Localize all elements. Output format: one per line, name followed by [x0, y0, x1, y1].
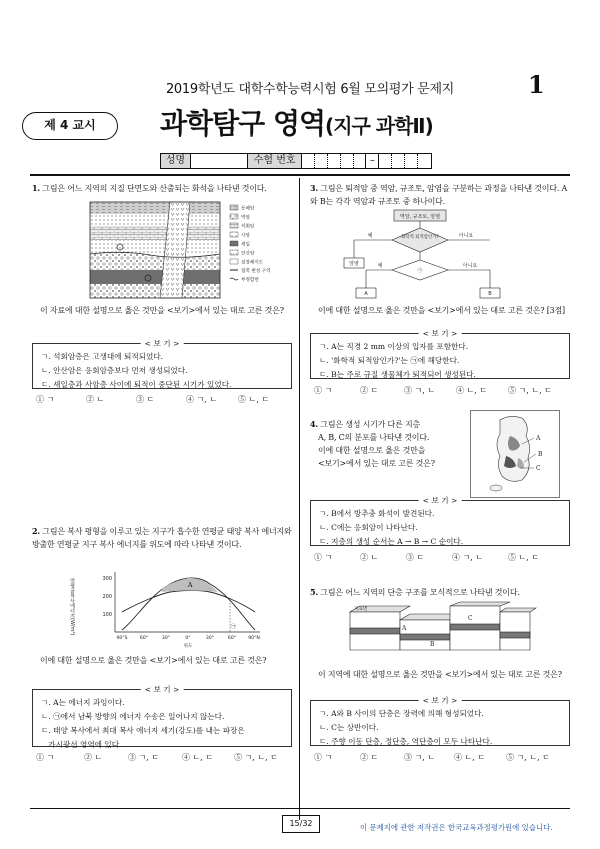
- q2-x-tick: 90°N: [248, 636, 260, 641]
- q5-bogi-box: [310, 696, 570, 746]
- q2-marker: ㉠: [231, 624, 237, 630]
- column-divider: [299, 178, 300, 820]
- q2-number: 2.: [32, 526, 40, 536]
- q3-choice[interactable]: ① ㄱ: [314, 386, 333, 395]
- id-digit[interactable]: [405, 154, 418, 168]
- q3-item: ㄴ. '화학적 퇴적암인가?'는 ㉠에 해당한다.: [319, 356, 460, 365]
- q2-stem-text: 그림은 복사 평형을 이루고 있는 지구가 흡수한 연평균 태양 복사 에너지와 방출한 연평균 지구 복사 에너지를 위도에 따라 나타낸 것이다.: [32, 527, 292, 549]
- q2-x-tick: 30°: [205, 636, 215, 641]
- q4-bogi-box: [310, 496, 570, 546]
- q2-choice[interactable]: ③ ㄱ, ㄷ: [128, 753, 160, 762]
- copyright-notice: 이 문제지에 관한 저작권은 한국교육과정평가원에 있습니다.: [360, 823, 553, 832]
- id-digit[interactable]: [354, 154, 367, 168]
- q2-y-label: 연평균복사에너지(W/m²): [69, 578, 75, 636]
- q5-choice[interactable]: ④ ㄴ, ㄷ: [454, 753, 486, 762]
- q2-item: ㄴ. ㉠에서 남북 방향의 에너지 수송은 일어나지 않는다.: [41, 712, 225, 721]
- q2-item: ㄱ. A는 에너지 과잉이다.: [41, 698, 125, 707]
- q5-stem: [310, 586, 572, 599]
- q2-stem: [32, 525, 294, 551]
- id-digit[interactable]: [328, 154, 341, 168]
- q5-item: ㄴ. C는 상반이다.: [319, 723, 379, 732]
- q5-item: ㄱ. A와 B 사이의 단층은 장력에 의해 형성되었다.: [319, 709, 484, 718]
- q3-flow-blank: ㉠: [417, 268, 423, 274]
- q2-choice[interactable]: ④ ㄴ, ㄷ: [182, 753, 214, 762]
- q4-box-title: < 보 기 >: [419, 495, 462, 506]
- q1-legend-item: 섬장쇄이트: [241, 260, 264, 266]
- q2-item: ㄷ. 태양 복사에서 최대 복사 에너지 세기(강도)를 내는 파장은: [41, 726, 245, 735]
- id-digit[interactable]: [302, 154, 315, 168]
- q4-choice[interactable]: ② ㄴ: [360, 553, 379, 562]
- q1-legend-item: 역암: [241, 215, 250, 221]
- q1-choice[interactable]: ① ㄱ: [36, 395, 55, 404]
- q3-flowchart: [340, 208, 530, 300]
- q3-bogi-box: [310, 329, 570, 379]
- q3-node-salt: 암염: [349, 261, 359, 267]
- q5-item: ㄷ. 주향 이동 단층, 정단층, 역단층이 모두 나타난다.: [319, 737, 493, 746]
- q5-choice[interactable]: ⑤ ㄱ, ㄴ, ㄷ: [506, 753, 550, 762]
- q1-geologic-section: [90, 202, 290, 300]
- q1-stem: [32, 182, 294, 195]
- q2-y-tick: 300: [102, 576, 112, 582]
- q1-question: 이 자료에 대한 설명으로 옳은 것만을 <보기>에서 있는 대로 고른 것은?: [40, 306, 284, 315]
- q5-surface-label: 지표면: [354, 607, 368, 612]
- q4-choice[interactable]: ③ ㄷ: [406, 553, 425, 562]
- q2-choices: [36, 752, 292, 763]
- q4-stem-line: 이에 대한 설명으로 옳은 것만을: [318, 446, 426, 455]
- subject-sub: (지구 과학Ⅱ): [325, 114, 433, 138]
- q5-choice[interactable]: ③ ㄱ, ㄴ: [404, 753, 436, 762]
- q4-distribution-map: [470, 410, 560, 498]
- q3-item: ㄷ. B는 주로 규질 생물체가 퇴적되어 생성된다.: [319, 370, 476, 379]
- q3-number: 3.: [310, 183, 318, 193]
- q5-choice[interactable]: ① ㄱ: [314, 753, 333, 762]
- id-digit[interactable]: [315, 154, 328, 168]
- id-digit[interactable]: [379, 154, 392, 168]
- q4-choices: [314, 552, 570, 563]
- q2-question: 이에 대한 설명으로 옳은 것만을 <보기>에서 있는 대로 고른 것은?: [40, 656, 267, 665]
- q3-choice[interactable]: ⑤ ㄱ, ㄴ, ㄷ: [508, 386, 552, 395]
- q4-stem-line: 그림은 생성 시기가 다른 지층: [320, 420, 421, 429]
- id-digit[interactable]: [418, 154, 431, 168]
- q2-choice[interactable]: ⑤ ㄱ, ㄴ, ㄷ: [234, 753, 278, 762]
- page-total: 32: [302, 819, 313, 828]
- exam-title: 2019학년도 대학수학능력시험 6월 모의평가 문제지: [165, 82, 455, 97]
- q4-choice[interactable]: ④ ㄱ, ㄴ: [452, 553, 484, 562]
- q1-item: ㄷ. 셰일층과 사암층 사이에 퇴적이 중단된 시기가 있었다.: [41, 380, 232, 389]
- q1-legend-item: 셰일: [241, 242, 250, 248]
- q2-box-title: < 보 기 >: [141, 684, 184, 695]
- q1-item: ㄴ. 안산암은 응회암층보다 먼저 생성되었다.: [41, 366, 188, 375]
- header-rule: [30, 174, 570, 176]
- page-number: 1: [528, 70, 545, 99]
- q3-yes-label: 예: [377, 263, 383, 269]
- q5-question: 이 지역에 대한 설명으로 옳은 것만을 <보기>에서 있는 대로 고른 것은?: [318, 670, 562, 679]
- q3-flow-start: 역암, 규조토, 암염: [399, 214, 441, 220]
- q2-x-tick: 60°: [227, 636, 237, 641]
- q3-box-title: < 보 기 >: [419, 328, 462, 339]
- q5-block-label: C: [468, 615, 473, 622]
- q4-choice[interactable]: ⑤ ㄴ, ㄷ: [508, 553, 540, 562]
- q3-yes-label: 예: [367, 233, 373, 239]
- q5-stem-text: 그림은 어느 지역의 단층 구조를 모식적으로 나타낸 것이다.: [320, 588, 520, 597]
- q3-node-a: A: [364, 291, 368, 297]
- q4-choice[interactable]: ① ㄱ: [314, 553, 333, 562]
- q3-no-label: 아니요: [462, 263, 478, 269]
- q2-y-tick: 100: [102, 612, 112, 618]
- q4-map-label: B: [538, 451, 543, 458]
- q1-choice[interactable]: ⑤ ㄴ, ㄷ: [238, 395, 270, 404]
- footer-rule: [30, 808, 570, 809]
- q1-number: 1.: [32, 183, 40, 193]
- q5-box-title: < 보 기 >: [419, 695, 462, 706]
- name-label: 성명: [161, 154, 191, 168]
- q1-legend-item: 안산암: [241, 251, 255, 257]
- q5-block-label: A: [402, 625, 407, 632]
- q3-question: 이에 대한 설명으로 옳은 것만을 <보기>에서 있는 대로 고른 것은? [3점]: [318, 306, 565, 315]
- q1-legend-item: 접촉 변성 구역: [241, 269, 271, 274]
- q2-radiation-graph: [70, 570, 270, 650]
- q4-map-label: A: [536, 435, 541, 442]
- q4-stem-line: A, B, C의 분포를 나타낸 것이다.: [318, 433, 430, 442]
- q1-legend-item: 등폐암: [241, 206, 255, 212]
- q4-item: ㄱ. B에서 방추충 화석이 발견된다.: [319, 509, 435, 518]
- q5-choice[interactable]: ② ㄷ: [360, 753, 379, 762]
- q5-block-label: B: [430, 641, 435, 648]
- q3-flow-question: 화학적 퇴적암인가?: [401, 235, 439, 240]
- q4-item: ㄴ. C에는 응회암이 나타난다.: [319, 523, 418, 532]
- q1-legend-item: 석회암: [241, 224, 255, 230]
- q2-choice[interactable]: ① ㄱ: [36, 753, 55, 762]
- q2-x-tick: 90°S: [116, 636, 128, 641]
- period-badge: 제 4 교시: [22, 112, 118, 140]
- q2-region-a: A: [188, 582, 193, 589]
- q1-choice[interactable]: ③ ㄷ: [136, 395, 155, 404]
- id-dash: –: [366, 154, 379, 168]
- q2-x-tick: 30°: [161, 636, 171, 641]
- q5-fault-diagram: [340, 602, 540, 662]
- page-current: 15: [289, 819, 300, 828]
- q5-number: 5.: [310, 587, 318, 597]
- q2-x-tick: 60°: [139, 636, 149, 641]
- q2-choice[interactable]: ② ㄴ: [84, 753, 103, 762]
- q4-stem: [310, 418, 470, 470]
- candidate-info-bar: [160, 153, 432, 169]
- subject-title: [160, 102, 433, 142]
- q3-no-label: 아니요: [458, 233, 474, 239]
- q1-stem-text: 그림은 어느 지역의 지질 단면도와 산출되는 화석을 나타낸 것이다.: [42, 184, 267, 193]
- q3-choice[interactable]: ③ ㄱ, ㄴ: [404, 386, 436, 395]
- name-field[interactable]: [191, 154, 249, 168]
- q4-item: ㄷ. 지층의 생성 순서는 A → B → C 순이다.: [319, 537, 464, 546]
- q1-item: ㄱ. 석회암층은 고생대에 퇴적되었다.: [41, 352, 164, 361]
- q3-stem-text: 그림은 퇴적암 중 역암, 규조토, 암염을 구분하는 과정을 나타낸 것이다. A와 B는 각각 역암과 규조토 중 하나이다.: [310, 184, 568, 206]
- q4-number: 4.: [310, 419, 318, 429]
- q1-choice[interactable]: ④ ㄱ, ㄴ: [186, 395, 218, 404]
- id-digit[interactable]: [341, 154, 354, 168]
- q2-bogi-box: [32, 685, 292, 749]
- q4-map-label: C: [536, 465, 541, 472]
- q2-x-tick: 0°: [185, 636, 191, 641]
- q1-bogi-box: [32, 339, 292, 389]
- q3-choice[interactable]: ② ㄷ: [360, 386, 379, 395]
- q3-stem: [310, 182, 572, 208]
- q2-item: 가시광선 영역에 있다.: [41, 740, 122, 749]
- q1-legend-item: 부정합면: [241, 278, 259, 283]
- id-label: 수험 번호: [248, 154, 302, 168]
- q2-y-tick: 200: [102, 594, 112, 600]
- q1-choices: [36, 394, 292, 405]
- q5-choices: [314, 752, 570, 763]
- q4-stem-line: <보기>에서 있는 대로 고른 것은?: [318, 459, 435, 468]
- page-counter: 15/32: [282, 815, 320, 833]
- q1-choice[interactable]: ② ㄴ: [86, 395, 105, 404]
- q3-choice[interactable]: ④ ㄴ, ㄷ: [456, 386, 488, 395]
- q1-box-title: < 보 기 >: [141, 338, 184, 349]
- q3-item: ㄱ. A는 직경 2 mm 이상의 입자를 포함한다.: [319, 342, 469, 351]
- id-digit[interactable]: [392, 154, 405, 168]
- q3-node-b: B: [488, 291, 492, 297]
- q1-legend-item: 사암: [241, 233, 250, 239]
- q2-x-label: 위도: [183, 644, 193, 649]
- q3-choices: [314, 385, 570, 396]
- subject-main: 과학탐구 영역: [160, 107, 326, 140]
